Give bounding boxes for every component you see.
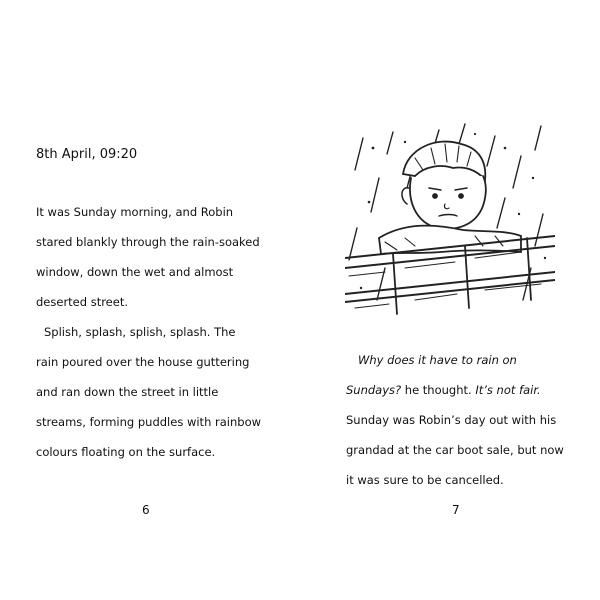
boy-at-rainy-window-illustration <box>345 118 555 316</box>
text-line <box>346 351 564 381</box>
page-number: 6 <box>142 503 150 517</box>
thought-text: Sundays? <box>346 383 402 397</box>
text-line: deserted street. <box>36 295 128 309</box>
text-line: It was Sunday morning, and Robin <box>36 205 234 219</box>
text-line: stared blankly through the rain-soaked <box>36 235 260 249</box>
text-line: Splish, splash, splish, splash. The <box>44 325 236 339</box>
text-line: rain poured over the house guttering <box>36 355 250 369</box>
page-number: 7 <box>452 503 460 517</box>
narration-text: he thought. <box>401 383 476 397</box>
text-line <box>346 381 564 411</box>
right-page <box>300 0 600 600</box>
thought-text: Why does it have to rain on <box>358 353 517 367</box>
text-line: Sunday was Robin’s day out with his <box>346 413 557 427</box>
diary-timestamp: 8th April, 09:20 <box>36 147 138 162</box>
text-line: window, down the wet and almost <box>36 265 234 279</box>
text-line: colours floating on the surface. <box>36 445 216 459</box>
left-body-text <box>36 203 261 473</box>
right-body-text <box>346 351 564 501</box>
text-line: grandad at the car boot sale, but now <box>346 443 564 457</box>
text-line: it was sure to be cancelled. <box>346 473 504 487</box>
text-line: streams, forming puddles with rainbow <box>36 415 262 429</box>
text-line: and ran down the street in little <box>36 385 219 399</box>
thought-text: It’s not fair. <box>475 383 541 397</box>
